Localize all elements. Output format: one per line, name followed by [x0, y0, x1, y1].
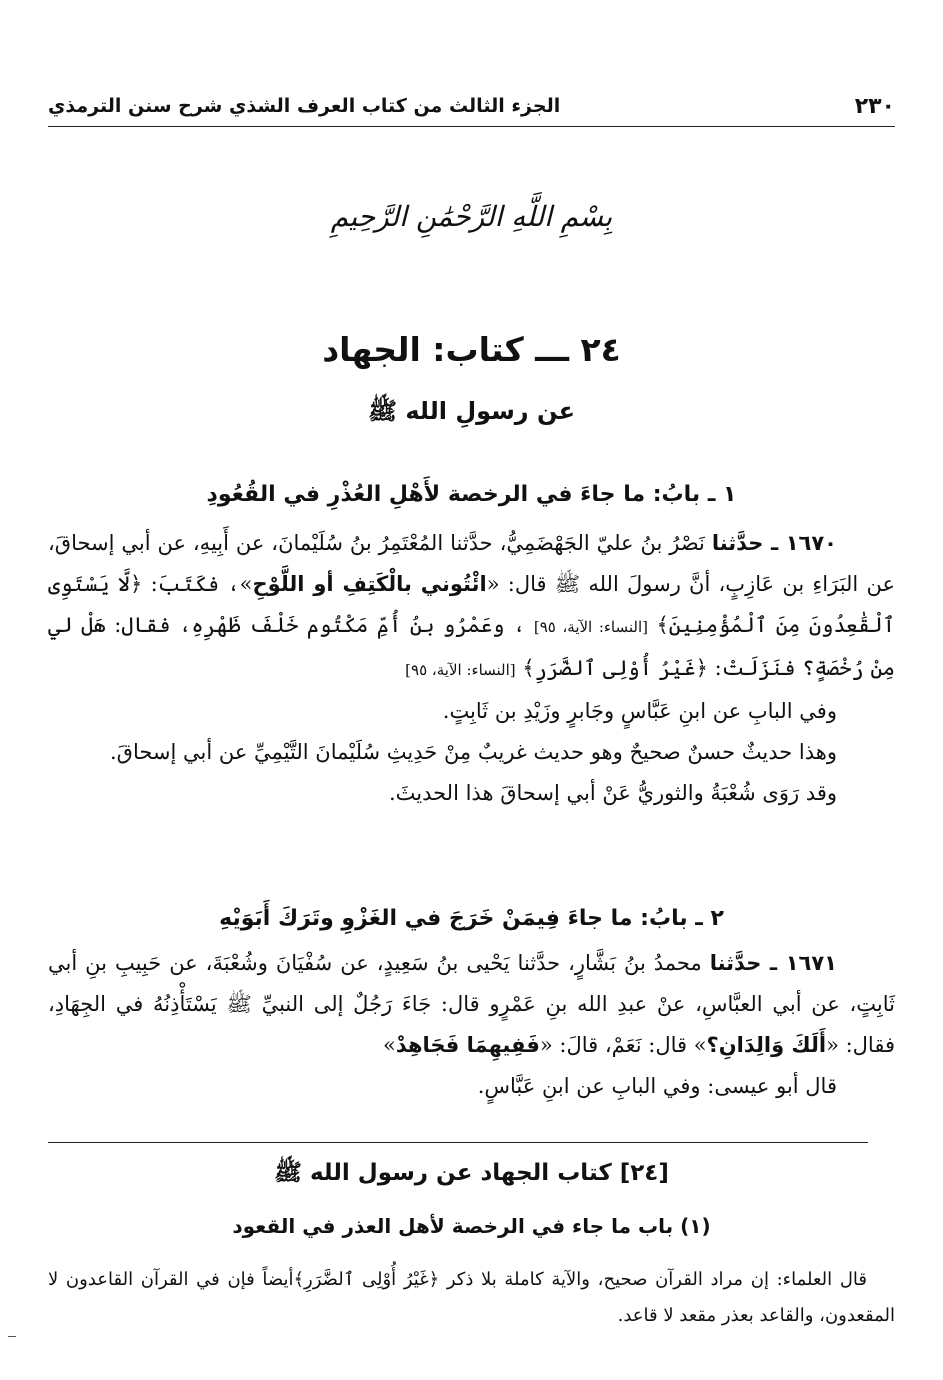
hadith-number: ١٦٧٠ ـ حدَّثنا: [711, 531, 837, 555]
footnote-divider: [48, 1142, 868, 1143]
hadith-number: ١٦٧١ ـ حدَّثنا: [709, 951, 837, 975]
commentary-text: [48, 1262, 895, 1334]
paragraph: قال أبو عيسى: وفي البابِ عن ابنِ عَبَّاسٍ.: [477, 1074, 837, 1098]
margin-mark: [8, 1336, 16, 1337]
chapter-2-heading: ٢ ـ بابُ: ما جاءَ فِيمَنْ خَرَجَ في الغَزْوِ وتَرَكَ أَبَوَيْهِ: [219, 906, 724, 931]
book-title: ٢٤ ـــ كتاب: الجهاد: [322, 330, 621, 369]
hadith-1671: [48, 943, 895, 1066]
chapter-2: [48, 898, 895, 1107]
hadith-text: »، فكَتَبَ: ﴿لَّا يَسْتَوِى ٱلْقَٰعِدُونَ مِنَ ٱلْمُؤْمِنِينَ﴾: [48, 572, 895, 637]
paragraph: وهذا حديثٌ حسنٌ صحيحٌ وهو حديث غريبٌ مِنْ حَدِيثِ سُلَيْمانَ التَّيْمِيِّ عن أبي إسحاقَ.: [109, 740, 837, 764]
hadith-text: »: [382, 1033, 396, 1057]
running-title: الجزء الثالث من كتاب العرف الشذي شرح سنن الترمذي: [48, 95, 561, 117]
commentary-paragraph: قال العلماء: إن مراد القرآن صحيح، والآية كاملة بلا ذكر ﴿غَيْرُ أُوْلِى ٱلضَّرَرِ﴾أيضاً فإن في القرآن القاعدون لا المقعدون، والقاعد بعذر مقعد لا قاعد.: [48, 1269, 895, 1326]
page-number: ٢٣٠: [854, 93, 895, 119]
chapter-1-heading: ١ ـ بابُ: ما جاءَ في الرخصة لأَهْلِ العُذْرِ في القُعُودِ: [206, 482, 737, 507]
chapter-1: [48, 474, 895, 814]
paragraph: وفي البابِ عن ابنِ عَبَّاسٍ وجَابرٍ وزَيْدِ بن ثَابِتٍ.: [442, 699, 837, 723]
commentary-title: [٢٤] كتاب الجهاد عن رسول الله ﷺ: [274, 1160, 669, 1186]
prophetic-quote: أَلَكَ وَالِدَانِ؟: [706, 1033, 827, 1057]
hadith-1670: [48, 523, 895, 691]
commentary-subtitle: (١) باب ما جاء في الرخصة لأهل العذر في القعود: [232, 1214, 711, 1238]
hadith-text: ، وعَمْرُو بنُ أُمِّ مَكْتُوم خَلْفَ ظَهْرِهِ، فقال: هَلْ لي مِنْ رُخْصَةٍ؟ فنَزَلَتْ: ﴿غَيْرُ أُوْلِى ٱلضَّرَرِ﴾: [48, 613, 895, 680]
hadith-text: نَصْرُ بنُ عليّ الجَهْضَمِيُّ، حدَّثنا المُعْتَمِرُ بنُ سُلَيْمانَ، عن أَبِيهِ، عن أبي إسحاقَ، عن البَرَاءِ بن عَازِبٍ، أنَّ رسولَ الله ﷺ قال: «: [48, 531, 895, 596]
prophetic-quote: ائْتُوني بالْكَتِفِ أو اللَّوْحِ: [252, 572, 487, 596]
hadith-text: محمدُ بنُ بَشَّارٍ، حدَّثنا يَحْيى بنُ سَعِيدٍ، عن سُفْيَانَ وشُعْبَةَ، عن حَبِيبِ بنِ أبي ثَابِتٍ، عن أبي العبَّاسِ، عنْ عبدِ الله بنِ عَمْرٍو قال: جَاءَ رَجُلٌ إلى النبيِّ ﷺ يَسْتَأْذِنُهُ في الجِهَادِ، فقال: «: [48, 951, 895, 1057]
book-subtitle: عن رسولِ الله ﷺ: [368, 397, 575, 425]
hadith-text: » قال: نَعَمْ، قالَ: «: [539, 1033, 707, 1057]
quran-citation: [النساء: الآية، ٩٥]: [533, 618, 648, 636]
quran-citation: [النساء: الآية، ٩٥]: [405, 661, 516, 679]
basmala: بِسْمِ اللَّهِ الرَّحْمَٰنِ الرَّحِيمِ: [330, 200, 613, 233]
page-header: [48, 86, 895, 127]
paragraph: وقد رَوَى شُعْبَةُ والثوريُّ عَنْ أبي إسحاقَ هذا الحديثَ.: [388, 781, 837, 805]
prophetic-quote: فَفِيهِمَا فَجَاهِدْ: [395, 1033, 540, 1057]
